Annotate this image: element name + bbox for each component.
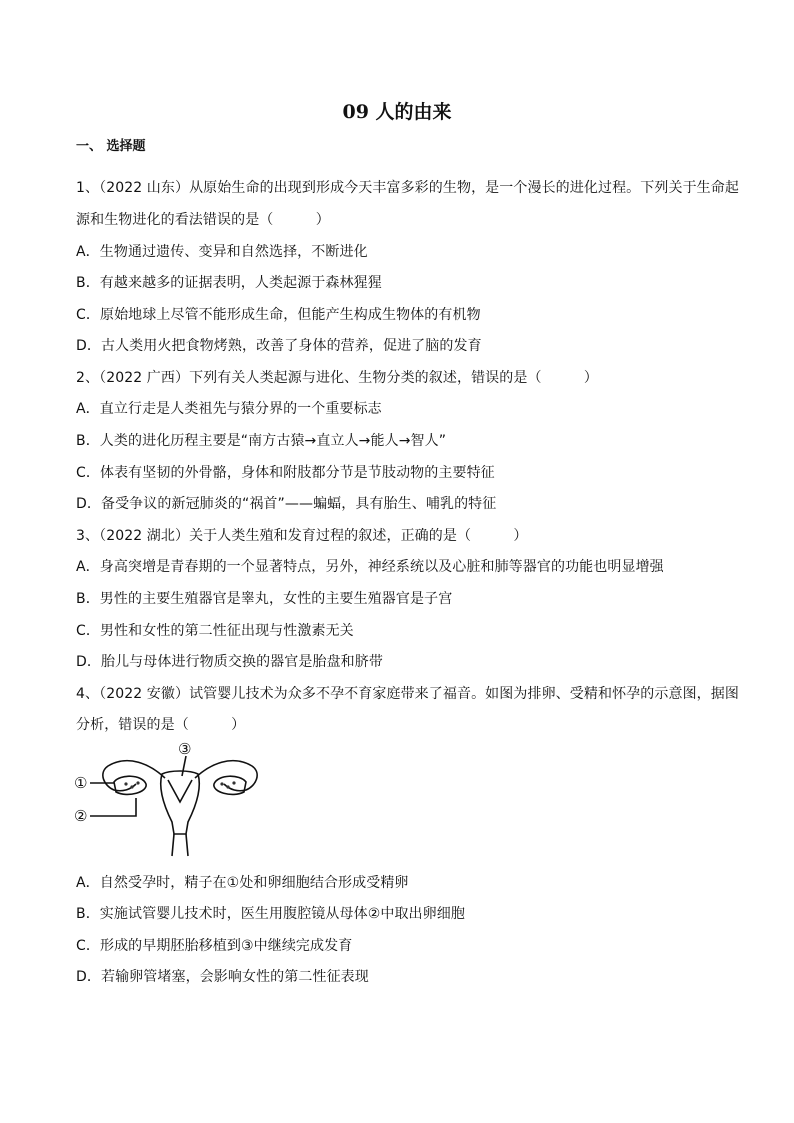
question-3-option-b: B．男性的主要生殖器官是睾丸，女性的主要生殖器官是子宫 <box>76 591 453 607</box>
question-3-option-d: D．胎儿与母体进行物质交换的器官是胎盘和脐带 <box>76 654 383 670</box>
question-2-option-a: A．直立行走是人类祖先与猿分界的一个重要标志 <box>76 401 382 417</box>
question-2-option-b: B．人类的进化历程主要是“南方古猿→直立人→能人→智人” <box>76 433 447 449</box>
vagina <box>172 834 188 856</box>
reproductive-system-diagram <box>70 740 280 860</box>
question-4-stem-line-1: 4、（2022 安徽）试管婴儿技术为众多不孕不育家庭带来了福音。如图为排卵、受精和怀孕的示意图，据图 <box>76 686 739 702</box>
uterine-cavity <box>168 780 192 802</box>
question-4-option-c: C．形成的早期胚胎移植到③中继续完成发育 <box>76 938 353 954</box>
section-heading: 一、 选择题 <box>76 139 146 154</box>
question-3-option-c: C．男性和女性的第二性征出现与性激素无关 <box>76 623 354 639</box>
question-4-stem-line-2: 分析，错误的是（ ） <box>76 717 246 733</box>
question-1-option-d: D．古人类用火把食物烤熟，改善了身体的营养，促进了脑的发育 <box>76 338 482 354</box>
question-4-option-b: B．实施试管婴儿技术时，医生用腹腔镜从母体②中取出卵细胞 <box>76 906 465 922</box>
question-1-option-b: B．有越来越多的证据表明，人类起源于森林猩猩 <box>76 275 382 291</box>
diagram-label-1: ① <box>74 774 88 792</box>
question-3-stem-line-1: 3、（2022 湖北）关于人类生殖和发育过程的叙述，正确的是（ ） <box>76 528 528 544</box>
label-2-leader <box>90 798 136 816</box>
question-2-option-c: C．体表有坚韧的外骨骼，身体和附肢都分节是节肢动物的主要特征 <box>76 465 495 481</box>
diagram-label-3: ③ <box>178 740 192 758</box>
question-1-option-c: C．原始地球上尽管不能形成生命，但能产生构成生物体的有机物 <box>76 307 481 323</box>
question-1-stem-line-1: 1、（2022 山东）从原始生命的出现到形成今天丰富多彩的生物，是一个漫长的进化过程。下列关于生命起 <box>76 180 739 196</box>
right-ovary <box>214 776 246 794</box>
question-2-stem-line-1: 2、（2022 广西）下列有关人类起源与进化、生物分类的叙述，错误的是（ ） <box>76 370 598 386</box>
question-4-option-a: A．自然受孕时，精子在①处和卵细胞结合形成受精卵 <box>76 875 409 891</box>
question-3-option-a: A．身高突增是青春期的一个显著特点，另外，神经系统以及心脏和肺等器官的功能也明显增强 <box>76 559 664 575</box>
question-4-option-d: D．若输卵管堵塞，会影响女性的第二性征表现 <box>76 969 369 985</box>
question-1-option-a: A．生物通过遗传、变异和自然选择，不断进化 <box>76 244 368 260</box>
question-1-stem-line-2: 源和生物进化的看法错误的是（ ） <box>76 212 330 228</box>
diagram-label-2: ② <box>74 807 88 825</box>
left-ovary <box>114 776 146 794</box>
question-2-option-d: D．备受争议的新冠肺炎的“祸首”——蝙蝠，具有胎生、哺乳的特征 <box>76 496 497 512</box>
page-title: 09 人的由来 <box>342 101 452 123</box>
label-3-leader <box>182 756 186 776</box>
